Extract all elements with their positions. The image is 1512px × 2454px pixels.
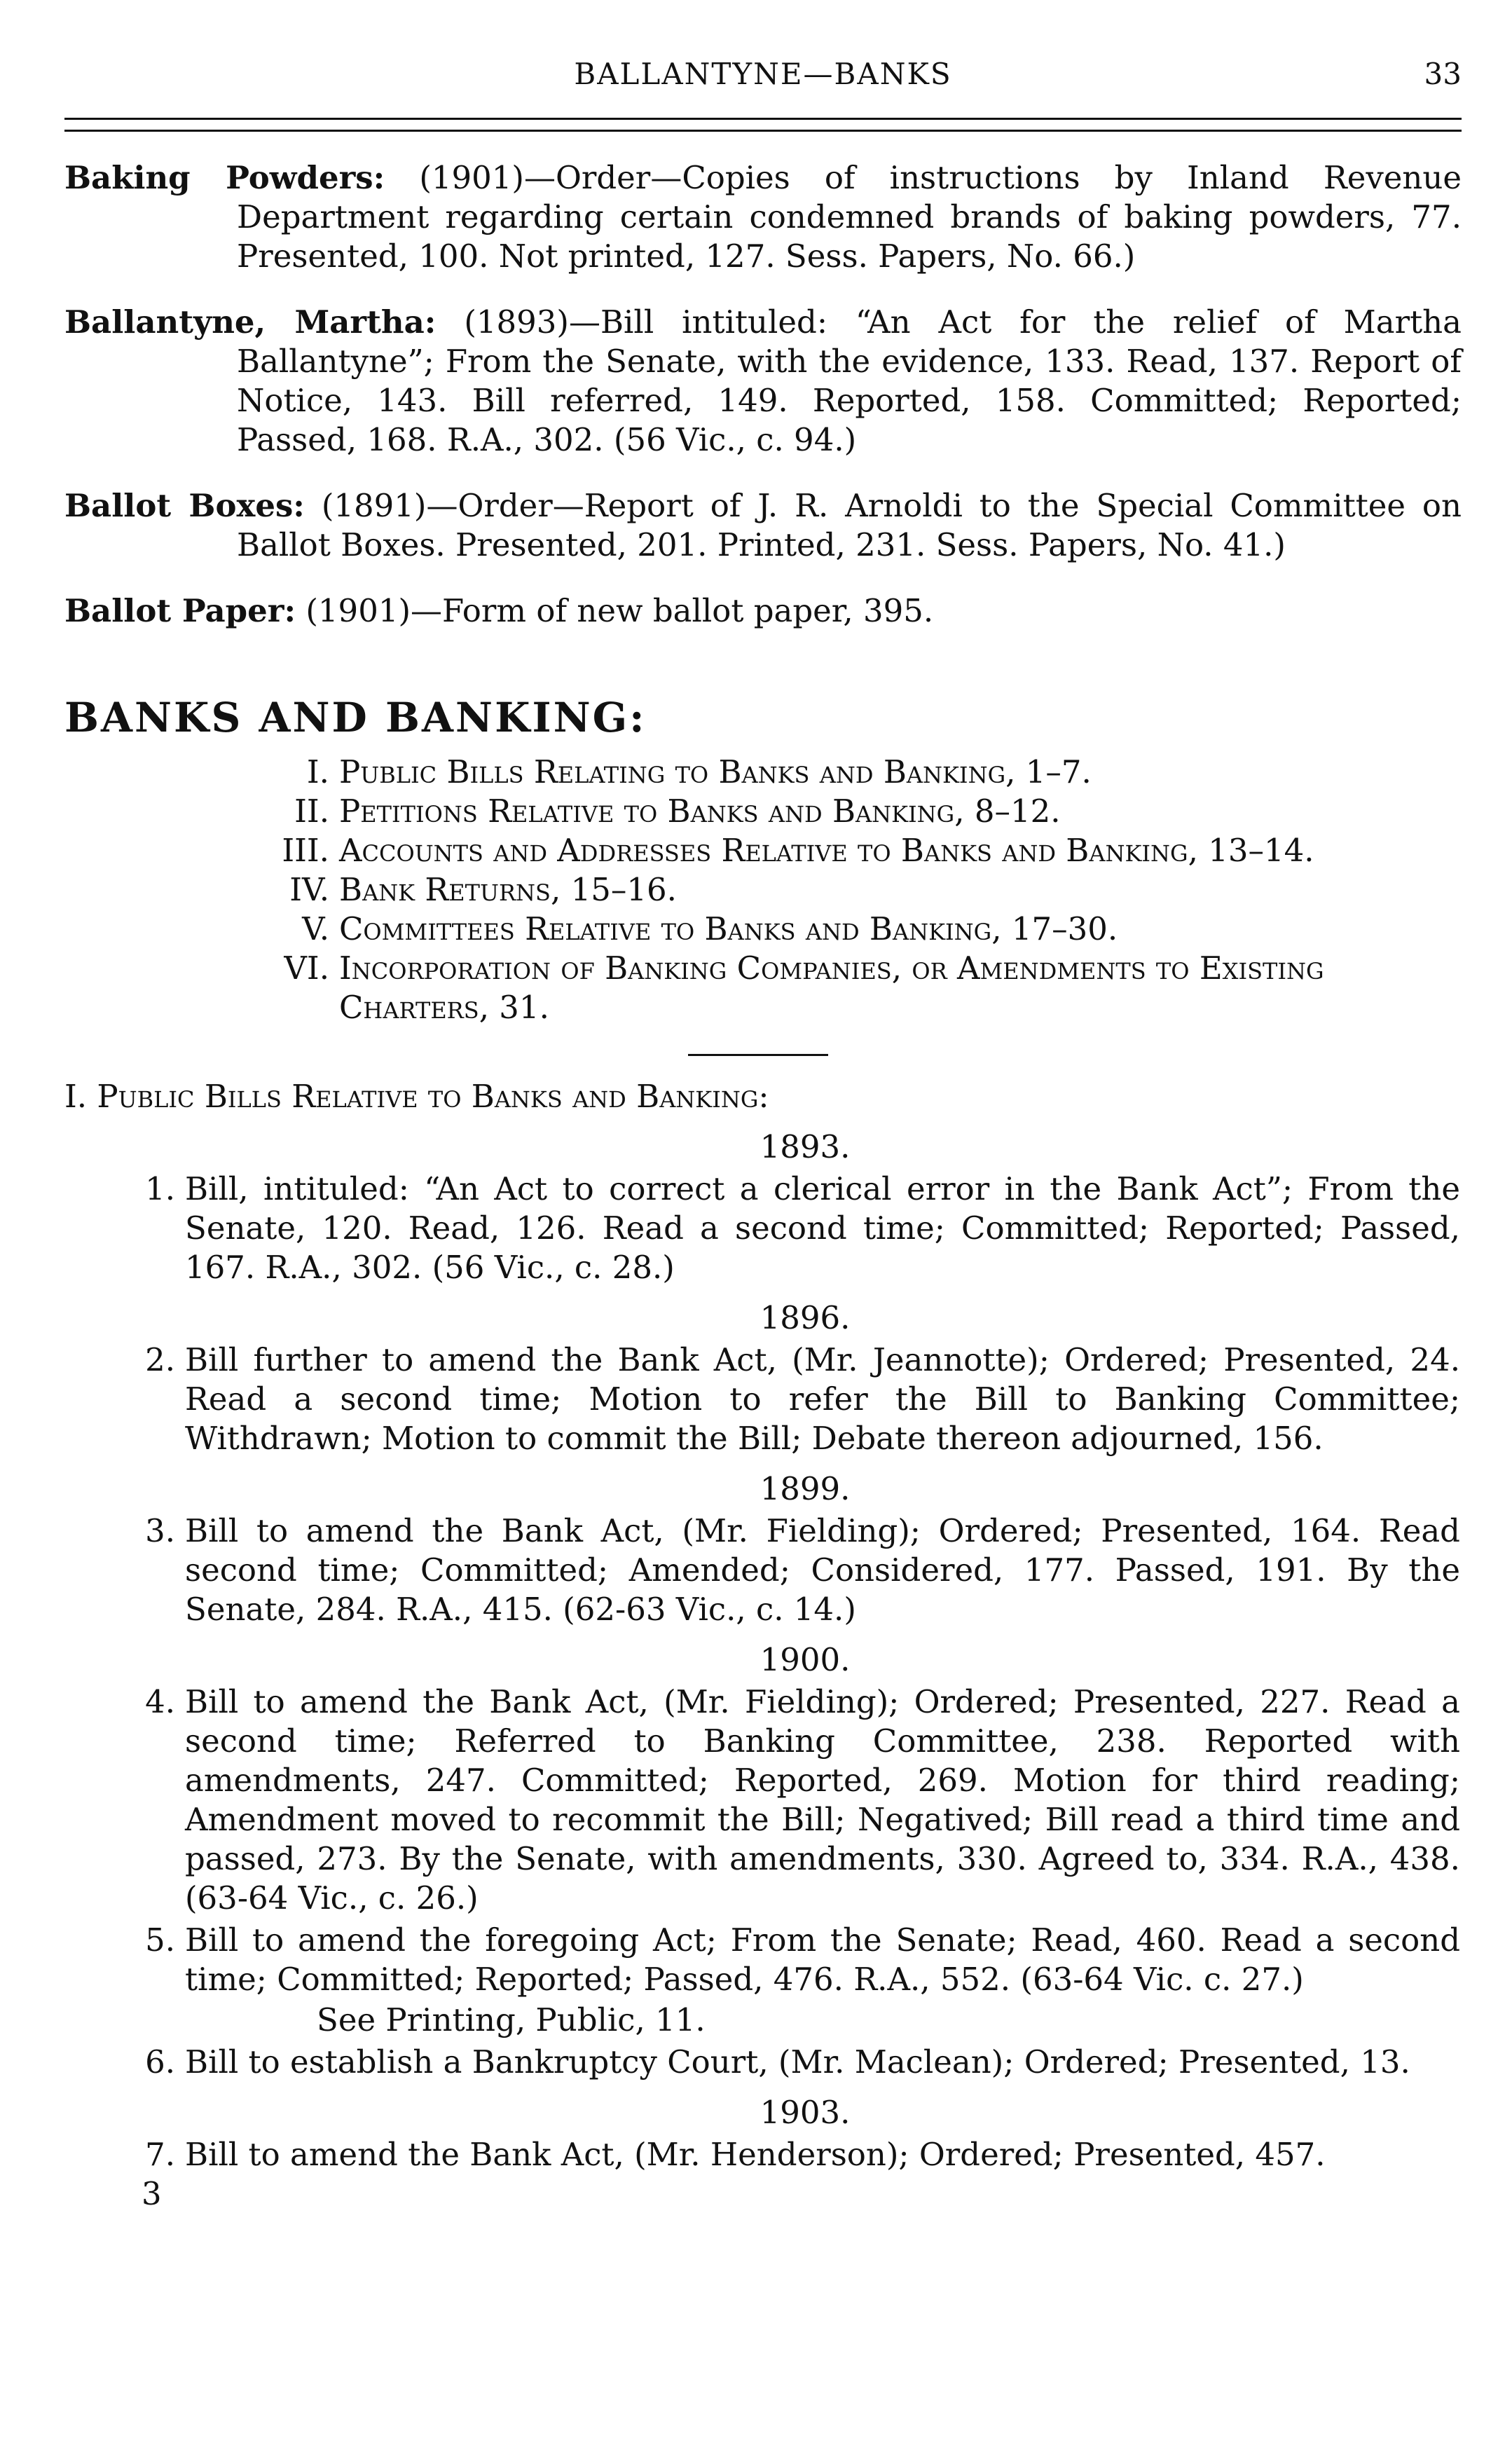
page-number: 33 xyxy=(1424,57,1462,91)
entry-text: (1901)—Form of new ballot paper, 395. xyxy=(305,592,934,629)
header-rule xyxy=(64,118,1462,132)
bill-item xyxy=(64,1921,1462,1999)
bill-number: 7. xyxy=(145,2136,175,2173)
entry-heading: Baking Powders: xyxy=(64,159,385,196)
contents-text: Petitions Relative to Banks and Banking, 8–12. xyxy=(339,793,1061,830)
bill-text: Bill to amend the foregoing Act; From the Senate; Read, 460. Read a second time; Committed; Reported; Passed, 476. R.A., 552. (63-64 Vic. c. 27.) xyxy=(185,1921,1460,1998)
bill-text: Bill to amend the Bank Act, (Mr. Fielding); Ordered; Presented, 164. Read second time; Committed; Amended; Considered, 177. Passed, 191. By the Senate, 284. R.A., 415. (62-63 Vic., c. 14.) xyxy=(185,1512,1460,1628)
bill-item xyxy=(64,1512,1462,1629)
entry-heading: Ballot Boxes: xyxy=(64,487,305,524)
contents-number: II. xyxy=(294,793,329,830)
section-title: BANKS AND BANKING: xyxy=(64,694,647,741)
bill-text: Bill to establish a Bankruptcy Court, (Mr. Maclean); Ordered; Presented, 13. xyxy=(185,2043,1410,2081)
entry-text: (1893)—Bill intituled: “An Act for the relief of Martha Ballantyne”; From the Senate, with the evidence, 133. Read, 137. Report of Notice, 143. Bill referred, 149. Reported, 158. Committed; Reported; Passed, 168. R.A., 302. (56 Vic., c. 94.) xyxy=(237,303,1462,458)
bill-item xyxy=(64,2043,1462,2082)
bill-number: 5. xyxy=(145,1921,175,1959)
contents-number: I. xyxy=(306,753,329,790)
year-heading: 1893. xyxy=(760,1128,851,1165)
contents-number: IV. xyxy=(289,871,329,908)
entry-text: (1891)—Order—Report of J. R. Arnoldi to the Special Committee on Ballot Boxes. Presented, 201. Printed, 231. Sess. Papers, No. 41.) xyxy=(237,487,1462,563)
bill-text: Bill to amend the Bank Act, (Mr. Henderson); Ordered; Presented, 457. xyxy=(185,2136,1326,2173)
signature-mark: 3 xyxy=(142,2175,162,2212)
index-entry-baking-powders xyxy=(64,158,1462,276)
index-entry-ballantyne xyxy=(64,303,1462,460)
contents-text: Incorporation of Banking Companies, or Amendments to Existing Charters, 31. xyxy=(339,950,1324,1026)
year-heading: 1896. xyxy=(760,1299,851,1336)
running-title: BALLANTYNE—BANKS xyxy=(574,57,952,91)
bill-text: Bill to amend the Bank Act, (Mr. Fielding); Ordered; Presented, 227. Read a second time; Referred to Banking Committee, 238. Reported with amendments, 247. Committed; Reported, 269. Motion for third reading; Amendment moved to recommit the Bill; Negatived; Bill read a third time and passed, 273. By the Senate, with amendments, 330. Agreed to, 334. R.A., 438. (63-64 Vic., c. 26.) xyxy=(185,1683,1460,1917)
contents-text: Accounts and Addresses Relative to Banks and Banking, 13–14. xyxy=(339,832,1314,869)
contents-item xyxy=(64,910,1462,949)
bill-number: 1. xyxy=(145,1170,175,1207)
contents-text: Public Bills Relating to Banks and Banking, 1–7. xyxy=(339,753,1092,790)
bill-item xyxy=(64,2135,1462,2174)
cross-reference: See Printing, Public, 11. xyxy=(317,2001,706,2038)
bill-number: 6. xyxy=(145,2043,175,2081)
year-heading: 1900. xyxy=(760,1641,851,1678)
index-entry-ballot-boxes xyxy=(64,486,1462,565)
bill-text: Bill further to amend the Bank Act, (Mr. Jeannotte); Ordered; Presented, 24. Read a second time; Motion to refer the Bill to Banking Committee; Withdrawn; Motion to commit the Bill; Debate thereon adjourned, 156. xyxy=(185,1341,1460,1457)
entry-heading: Ballantyne, Martha: xyxy=(64,303,437,341)
contents-item xyxy=(64,949,1462,1027)
bill-item xyxy=(64,1682,1462,1918)
section-contents xyxy=(64,753,1462,1027)
entry-heading: Ballot Paper: xyxy=(64,592,296,629)
contents-text: Bank Returns, 15–16. xyxy=(339,871,677,908)
contents-item xyxy=(64,831,1462,870)
contents-item xyxy=(64,792,1462,831)
contents-number: III. xyxy=(282,832,329,869)
contents-item xyxy=(64,870,1462,910)
bill-number: 3. xyxy=(145,1512,175,1549)
bill-item xyxy=(64,1341,1462,1458)
subsection-heading: I. Public Bills Relative to Banks and Banking: xyxy=(64,1078,769,1115)
bill-number: 4. xyxy=(145,1683,175,1720)
bill-text: Bill, intituled: “An Act to correct a clerical error in the Bank Act”; From the Senate, 120. Read, 126. Read a second time; Committed; Reported; Passed, 167. R.A., 302. (56 Vic., c. 28.) xyxy=(185,1170,1460,1286)
year-heading: 1899. xyxy=(760,1470,851,1507)
page-header xyxy=(64,42,1462,98)
contents-text: Committees Relative to Banks and Banking, 17–30. xyxy=(339,910,1118,947)
contents-number: V. xyxy=(302,910,329,947)
year-heading: 1903. xyxy=(760,2094,851,2131)
contents-number: VI. xyxy=(284,950,329,987)
bill-item xyxy=(64,1170,1462,1287)
bill-number: 2. xyxy=(145,1341,175,1378)
section-divider xyxy=(688,1054,828,1056)
index-entry-ballot-paper xyxy=(64,591,1462,631)
document-page xyxy=(64,42,1462,2214)
entry-text: (1901)—Order—Copies of instructions by Inland Revenue Department regarding certain condemned brands of baking powders, 77. Presented, 100. Not printed, 127. Sess. Papers, No. 66.) xyxy=(237,159,1462,275)
contents-item xyxy=(64,753,1462,792)
